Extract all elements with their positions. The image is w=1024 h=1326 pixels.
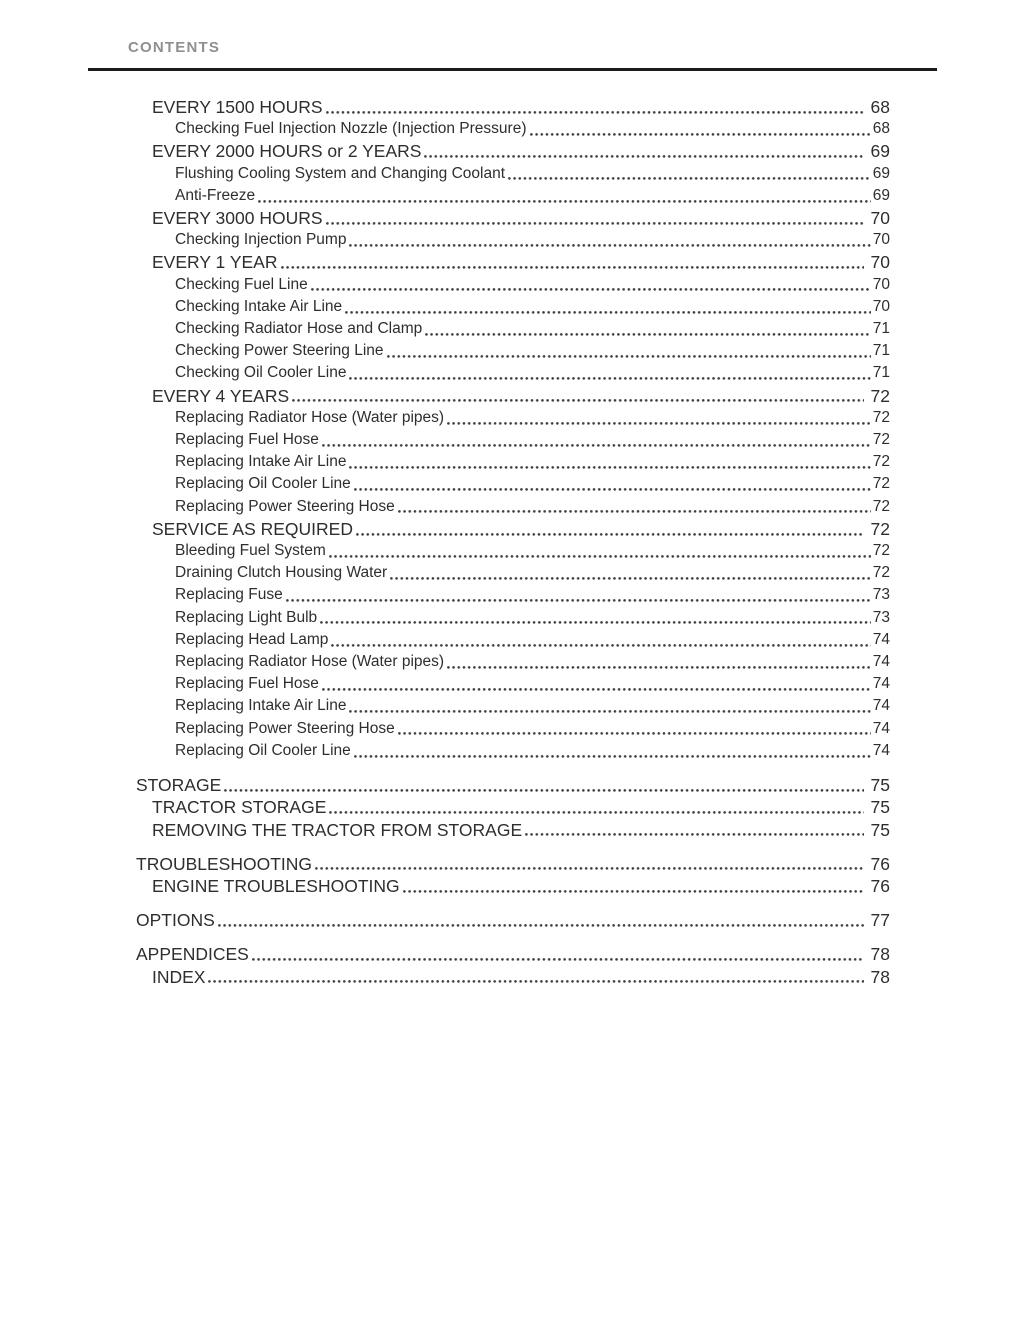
dot-leader [326,207,864,229]
toc-entry-page-number: 70 [870,252,890,273]
toc-entry-page-number: 75 [870,797,890,818]
toc-entry [90,318,890,340]
toc-entry [90,274,890,296]
toc-entry [90,385,890,407]
dot-leader [286,584,871,606]
toc-entry-page-number: 70 [870,208,890,229]
toc-entry-page-number: 78 [870,944,890,965]
toc-entry [90,296,890,318]
toc-entry-page-number: 74 [872,653,890,671]
toc-entry-label: Replacing Fuse [175,586,283,604]
toc-entry [90,429,890,451]
dot-leader [208,966,863,988]
dot-leader [345,296,871,318]
dot-leader [398,496,871,518]
dot-leader [322,673,871,695]
toc-entry-page-number: 74 [872,675,890,693]
dot-leader [424,140,863,162]
toc-entry [90,473,890,495]
toc-entry-page-number: 72 [870,518,890,539]
dot-leader [311,274,871,296]
toc-entry-label: Anti-Freeze [175,186,256,204]
toc-entry [90,943,890,965]
toc-entry-page-number: 74 [872,719,890,737]
toc-entry-label: EVERY 3000 HOURS [152,208,323,229]
toc-entry-page-number: 73 [872,586,890,604]
toc-entry-page-number: 70 [872,297,890,315]
toc-entry-label: Replacing Fuel Hose [175,675,319,693]
dot-leader [281,251,864,273]
toc-entry-label: Replacing Radiator Hose (Water pipes) [175,653,445,671]
toc-entry-label: Draining Clutch Housing Water [175,564,388,582]
toc-entry-label: Replacing Fuel Hose [175,431,319,449]
dot-leader [508,163,871,185]
dot-leader [218,909,864,931]
dot-leader [356,518,864,540]
running-header: CONTENTS [128,39,221,56]
dot-leader [252,943,864,965]
dot-leader [258,185,871,207]
toc-entry [90,163,890,185]
dot-leader [329,540,871,562]
toc-entry-page-number: 68 [872,120,890,138]
dot-leader [387,340,871,362]
dot-leader [326,96,864,118]
table-of-contents [90,96,890,988]
toc-entry-page-number: 69 [872,186,890,204]
toc-entry [90,740,890,762]
toc-entry-page-number: 78 [870,966,890,987]
dot-leader [292,385,863,407]
toc-entry-label: SERVICE AS REQUIRED [152,518,353,539]
toc-entry-label: APPENDICES [136,944,249,965]
toc-entry-label: Checking Fuel Line [175,275,308,293]
dot-leader [322,429,871,451]
toc-entry [90,819,890,841]
toc-entry-page-number: 70 [872,231,890,249]
toc-entry [90,540,890,562]
dot-leader [224,774,863,796]
toc-entry [90,796,890,818]
toc-entry [90,96,890,118]
toc-entry-page-number: 72 [872,542,890,560]
toc-entry-label: EVERY 1500 HOURS [152,97,323,117]
toc-entry-label: EVERY 2000 HOURS or 2 YEARS [152,141,422,162]
toc-entry-label: Replacing Oil Cooler Line [175,475,351,493]
toc-entry-page-number: 68 [870,97,890,117]
toc-entry-page-number: 75 [870,775,890,796]
toc-entry-page-number: 75 [870,819,890,840]
dot-leader [354,473,871,495]
toc-entry-page-number: 72 [870,385,890,406]
dot-leader [349,362,870,384]
toc-entry [90,966,890,988]
toc-entry-page-number: 72 [872,453,890,471]
toc-entry-page-number: 73 [872,608,890,626]
toc-entry-label: INDEX [152,966,206,987]
toc-entry-label: TRACTOR STORAGE [152,797,327,818]
toc-entry-page-number: 69 [872,164,890,182]
toc-entry [90,909,890,931]
toc-entry-label: Replacing Radiator Hose (Water pipes) [175,408,445,426]
dot-leader [354,740,871,762]
dot-leader [320,607,871,629]
toc-entry-label: Checking Injection Pump [175,231,347,249]
dot-leader [447,651,871,673]
toc-entry-label: Checking Fuel Injection Nozzle (Injection Pressure) [175,120,527,138]
toc-entry [90,451,890,473]
toc-entry-page-number: 72 [872,408,890,426]
toc-entry-label: REMOVING THE TRACTOR FROM STORAGE [152,819,523,840]
toc-entry [90,774,890,796]
toc-entry-label: Checking Radiator Hose and Clamp [175,320,423,338]
toc-entry-page-number: 69 [870,141,890,162]
toc-entry-label: Replacing Intake Air Line [175,697,347,715]
toc-entry [90,629,890,651]
toc-entry-page-number: 71 [872,320,890,338]
toc-entry-label: Checking Oil Cooler Line [175,364,347,382]
toc-entry-label: Replacing Intake Air Line [175,453,347,471]
toc-entry [90,562,890,584]
toc-entry [90,229,890,251]
toc-entry-page-number: 71 [872,364,890,382]
header-rule [88,68,937,71]
toc-entry-page-number: 74 [872,741,890,759]
dot-leader [331,629,870,651]
toc-entry [90,853,890,875]
toc-entry [90,651,890,673]
toc-entry-label: EVERY 4 YEARS [152,385,290,406]
toc-entry-page-number: 76 [870,853,890,874]
toc-entry [90,718,890,740]
toc-entry [90,695,890,717]
dot-leader [398,718,871,740]
toc-entry-label: STORAGE [136,775,222,796]
toc-entry-page-number: 71 [872,342,890,360]
toc-entry-page-number: 74 [872,697,890,715]
dot-leader [530,118,871,140]
dot-leader [329,796,863,818]
toc-entry [90,251,890,273]
toc-entry [90,584,890,606]
toc-entry-page-number: 72 [872,475,890,493]
dot-leader [315,853,864,875]
dot-leader [447,407,871,429]
toc-entry-page-number: 74 [872,630,890,648]
toc-entry-label: Replacing Power Steering Hose [175,719,395,737]
toc-entry-page-number: 76 [870,875,890,896]
toc-entry-page-number: 72 [872,497,890,515]
toc-entry-label: Replacing Oil Cooler Line [175,741,351,759]
toc-entry-label: OPTIONS [136,910,215,931]
toc-entry-label: Replacing Head Lamp [175,630,329,648]
toc-entry-page-number: 72 [872,431,890,449]
toc-entry [90,185,890,207]
toc-entry-label: EVERY 1 YEAR [152,252,278,273]
toc-entry-page-number: 77 [870,910,890,931]
toc-entry [90,496,890,518]
toc-entry [90,607,890,629]
toc-entry-label: Checking Intake Air Line [175,297,343,315]
dot-leader [425,318,870,340]
dot-leader [403,875,864,897]
toc-entry [90,340,890,362]
toc-entry-label: Replacing Light Bulb [175,608,318,626]
dot-leader [525,819,863,841]
toc-entry-label: ENGINE TROUBLESHOOTING [152,875,400,896]
toc-entry [90,875,890,897]
toc-entry [90,518,890,540]
toc-entry [90,140,890,162]
dot-leader [390,562,871,584]
toc-entry-label: Flushing Cooling System and Changing Coolant [175,164,506,182]
toc-entry [90,118,890,140]
toc-entry [90,673,890,695]
toc-entry-label: TROUBLESHOOTING [136,853,312,874]
toc-entry-page-number: 70 [872,275,890,293]
toc-entry-label: Replacing Power Steering Hose [175,497,395,515]
toc-entry [90,362,890,384]
toc-entry-page-number: 72 [872,564,890,582]
dot-leader [349,229,870,251]
toc-entry [90,407,890,429]
toc-entry [90,207,890,229]
dot-leader [349,451,870,473]
toc-entry-label: Checking Power Steering Line [175,342,384,360]
dot-leader [349,695,870,717]
toc-entry-label: Bleeding Fuel System [175,542,326,560]
